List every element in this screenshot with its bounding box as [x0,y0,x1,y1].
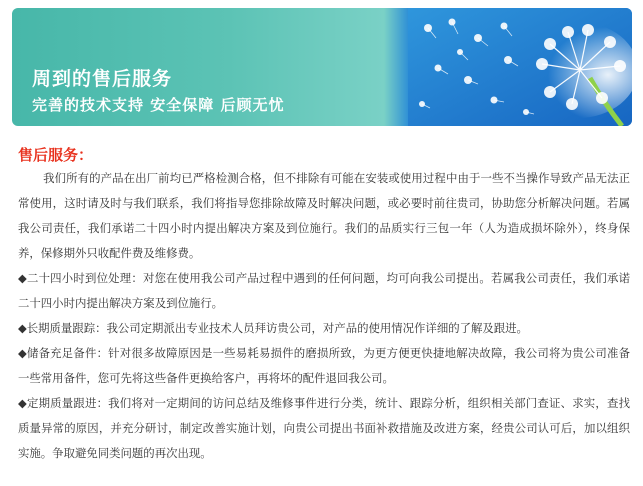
service-item-quality-follow-up: ◆定期质量跟进：我们将对一定期间的访问总结及维修事件进行分类，统计、跟踪分析，组织相关部门查证、求实，查找质量异常的原因，并充分研讨，制定改善实施计划，向贵公司提出书面补救措施及改进方案，经贵公司认可后，加以组织实施。争取避免同类问题的再次出现。 [18,396,630,460]
service-item-24h: ◆二十四小时到位处理：对您在使用我公司产品过程中遇到的任何问题，均可向我公司提出。若属我公司责任，我们承诺二十四小时内提出解决方案及到位施行。 [18,271,630,310]
service-item-spare-parts: ◆储备充足备件：针对很多故障原因是一些易耗易损件的磨损所致，为更方便更快捷地解决故障，我公司将为贵公司准备一些常用备件，您可先将这些备件更换给客户，再将坏的配件退回我公司。 [18,346,630,385]
banner-title: 周到的售后服务 [32,68,173,90]
service-content [18,166,630,466]
service-item-tracking: ◆长期质量跟踪：我公司定期派出专业技术人员拜访贵公司，对产品的使用情况作详细的了解及跟进。 [18,321,528,335]
dandelion-seeds-photo [408,8,632,126]
intro-paragraph: 我们所有的产品在出厂前均已严格检测合格，但不排除有可能在安装或使用过程中由于一些不当操作导致产品无法正常使用，这时请及时与我们联系，我们将指导您排除故障及时解决问题，或必要时前往贵司，协助您分析解决问题。若属我公司责任，我们承诺二十四小时内提出解决方案及到位施行。我们的品质实行三包一年（人为造成损坏除外），终身保养，保修期外只收配件费及维修费。 [18,171,630,260]
banner [12,8,632,126]
section-heading: 售后服务： [18,146,94,164]
banner-subtitle: 完善的技术支持 安全保障 后顾无忧 [32,96,285,114]
